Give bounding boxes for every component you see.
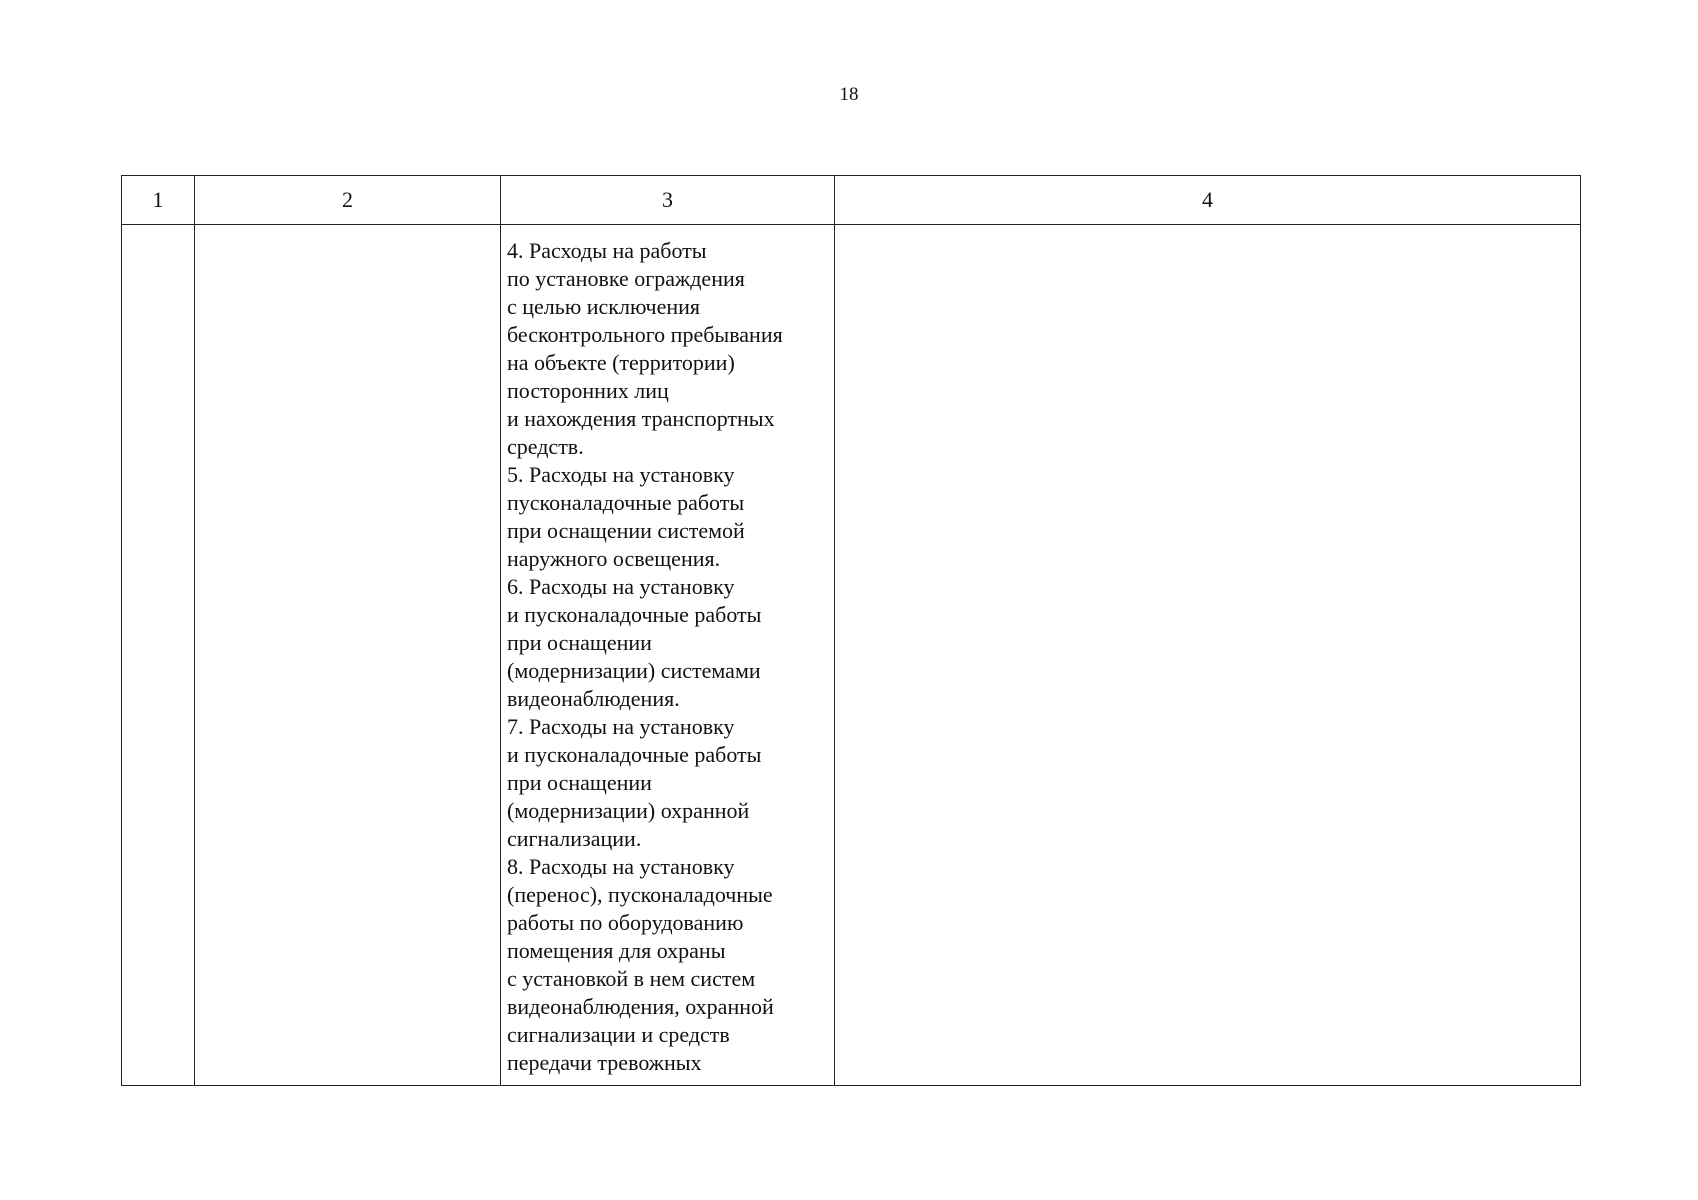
text-line: помещения для охраны (507, 938, 726, 963)
document-table (121, 175, 1581, 1086)
cell-col-3-text (501, 225, 834, 1077)
table-header-row (122, 176, 1581, 225)
cell-col-4 (835, 225, 1581, 1086)
text-line: с установкой в нем систем (507, 966, 756, 991)
text-line: при оснащении (507, 630, 652, 655)
text-line: посторонних лиц (507, 378, 669, 403)
text-line: (перенос), пусконаладочные (507, 882, 773, 907)
text-line: и нахождения транспортных (507, 406, 775, 431)
cell-col-1 (122, 225, 195, 1086)
text-line: с целью исключения (507, 294, 701, 319)
text-line: и пусконаладочные работы (507, 742, 762, 767)
table-row (122, 225, 1581, 1086)
text-line: (модернизации) охранной (507, 798, 750, 823)
text-line: пусконаладочные работы (507, 490, 745, 515)
text-line: и пусконаладочные работы (507, 602, 762, 627)
text-line: на объекте (территории) (507, 350, 735, 375)
cell-col-1-text (122, 225, 194, 237)
column-header-3: 3 (501, 176, 835, 225)
text-line: 5. Расходы на установку (507, 462, 735, 487)
cell-col-3 (501, 225, 835, 1086)
text-line: 8. Расходы на установку (507, 854, 735, 879)
column-header-1: 1 (122, 176, 195, 225)
cell-col-2-text (195, 225, 500, 237)
text-line: при оснащении системой (507, 518, 745, 543)
text-line: наружного освещения. (507, 546, 721, 571)
text-line: передачи тревожных (507, 1050, 702, 1075)
page-number: 18 (839, 84, 859, 105)
text-line: (модернизации) системами (507, 658, 761, 683)
text-line: бесконтрольного пребывания (507, 322, 783, 347)
text-line: работы по оборудованию (507, 910, 744, 935)
text-line: 4. Расходы на работы (507, 238, 707, 263)
text-line: видеонаблюдения. (507, 686, 680, 711)
column-header-4: 4 (835, 176, 1581, 225)
text-line: при оснащении (507, 770, 652, 795)
text-line: сигнализации. (507, 826, 642, 851)
cell-col-4-text (835, 225, 1580, 237)
text-line: средств. (507, 434, 584, 459)
text-line: 6. Расходы на установку (507, 574, 735, 599)
text-line: видеонаблюдения, охранной (507, 994, 774, 1019)
text-line: сигнализации и средств (507, 1022, 730, 1047)
text-line: 7. Расходы на установку (507, 714, 735, 739)
text-line: по установке ограждения (507, 266, 745, 291)
cell-col-2 (195, 225, 501, 1086)
column-header-2: 2 (195, 176, 501, 225)
